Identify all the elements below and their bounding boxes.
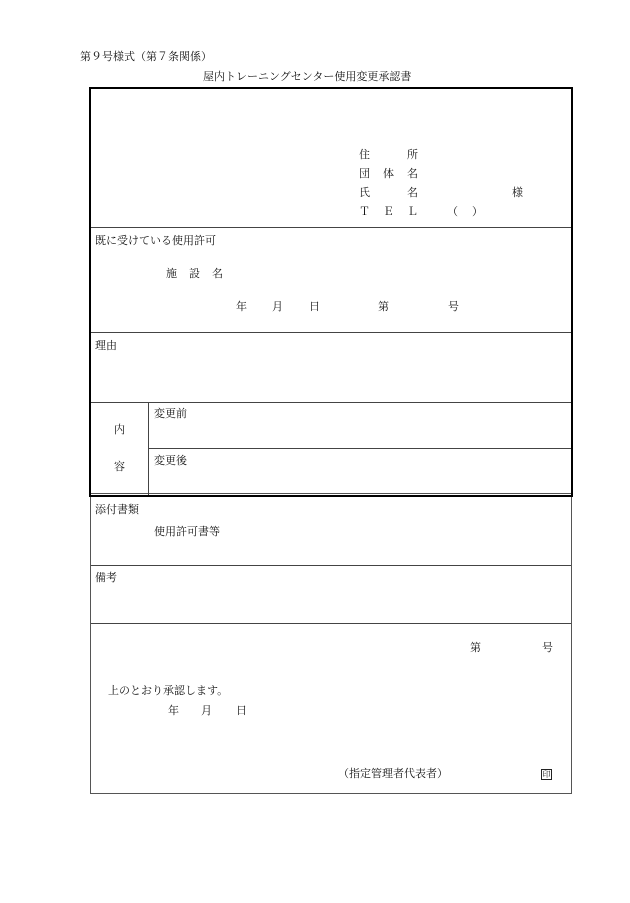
tel-label-char: Ｌ [407, 205, 418, 218]
facility-label-char: 設 [189, 267, 200, 280]
approval-statement: 上のとおり承認します。 [108, 684, 229, 697]
approval-date-day: 日 [236, 704, 247, 717]
existing-permit-heading: 既に受けている使用許可 [95, 234, 216, 247]
attachments-value: 使用許可書等 [154, 525, 220, 538]
permit-number-suffix: 号 [448, 300, 459, 313]
divider [91, 332, 571, 333]
address-label-char: 所 [407, 148, 418, 161]
approval-number-suffix: 号 [542, 641, 553, 654]
facility-label-char: 名 [212, 267, 223, 280]
seal-mark: 印 [542, 770, 551, 779]
address-label-char: 住 [359, 148, 370, 161]
tel-paren-open: （ [447, 205, 458, 218]
approval-number-prefix: 第 [470, 641, 481, 654]
attachments-label: 添付書類 [95, 503, 139, 516]
divider [148, 402, 149, 495]
approval-date-year: 年 [168, 704, 179, 717]
permit-date-year: 年 [236, 300, 247, 313]
content-side-label: 内 [114, 423, 125, 436]
reason-label: 理由 [95, 339, 117, 352]
upper-form-frame [89, 87, 573, 497]
divider [148, 448, 571, 449]
before-change-label: 変更前 [154, 407, 187, 420]
group-name-label-char: 名 [407, 167, 418, 180]
name-label-char: 氏 [359, 186, 370, 199]
content-side-label: 容 [114, 460, 125, 473]
tel-label-char: Ｔ [359, 205, 370, 218]
facility-label-char: 施 [166, 267, 177, 280]
approval-date-month: 月 [201, 704, 212, 717]
tel-paren-close: ） [472, 205, 483, 218]
permit-date-day: 日 [309, 300, 320, 313]
permit-number-prefix: 第 [378, 300, 389, 313]
tel-label-char: Ｅ [383, 205, 394, 218]
after-change-label: 変更後 [154, 454, 187, 467]
signer-label: （指定管理者代表者） [338, 767, 448, 780]
divider [91, 402, 571, 403]
divider [91, 227, 571, 228]
divider [91, 623, 571, 624]
name-label-char: 名 [407, 186, 418, 199]
group-name-label-char: 団 [359, 167, 370, 180]
divider [91, 565, 571, 566]
permit-date-month: 月 [272, 300, 283, 313]
remarks-label: 備考 [95, 571, 117, 584]
form-number: 第９号様式（第７条関係） [80, 50, 212, 63]
honorific: 様 [512, 186, 523, 199]
document-title: 屋内トレーニングセンター使用変更承認書 [203, 70, 412, 83]
group-name-label-char: 体 [383, 167, 394, 180]
